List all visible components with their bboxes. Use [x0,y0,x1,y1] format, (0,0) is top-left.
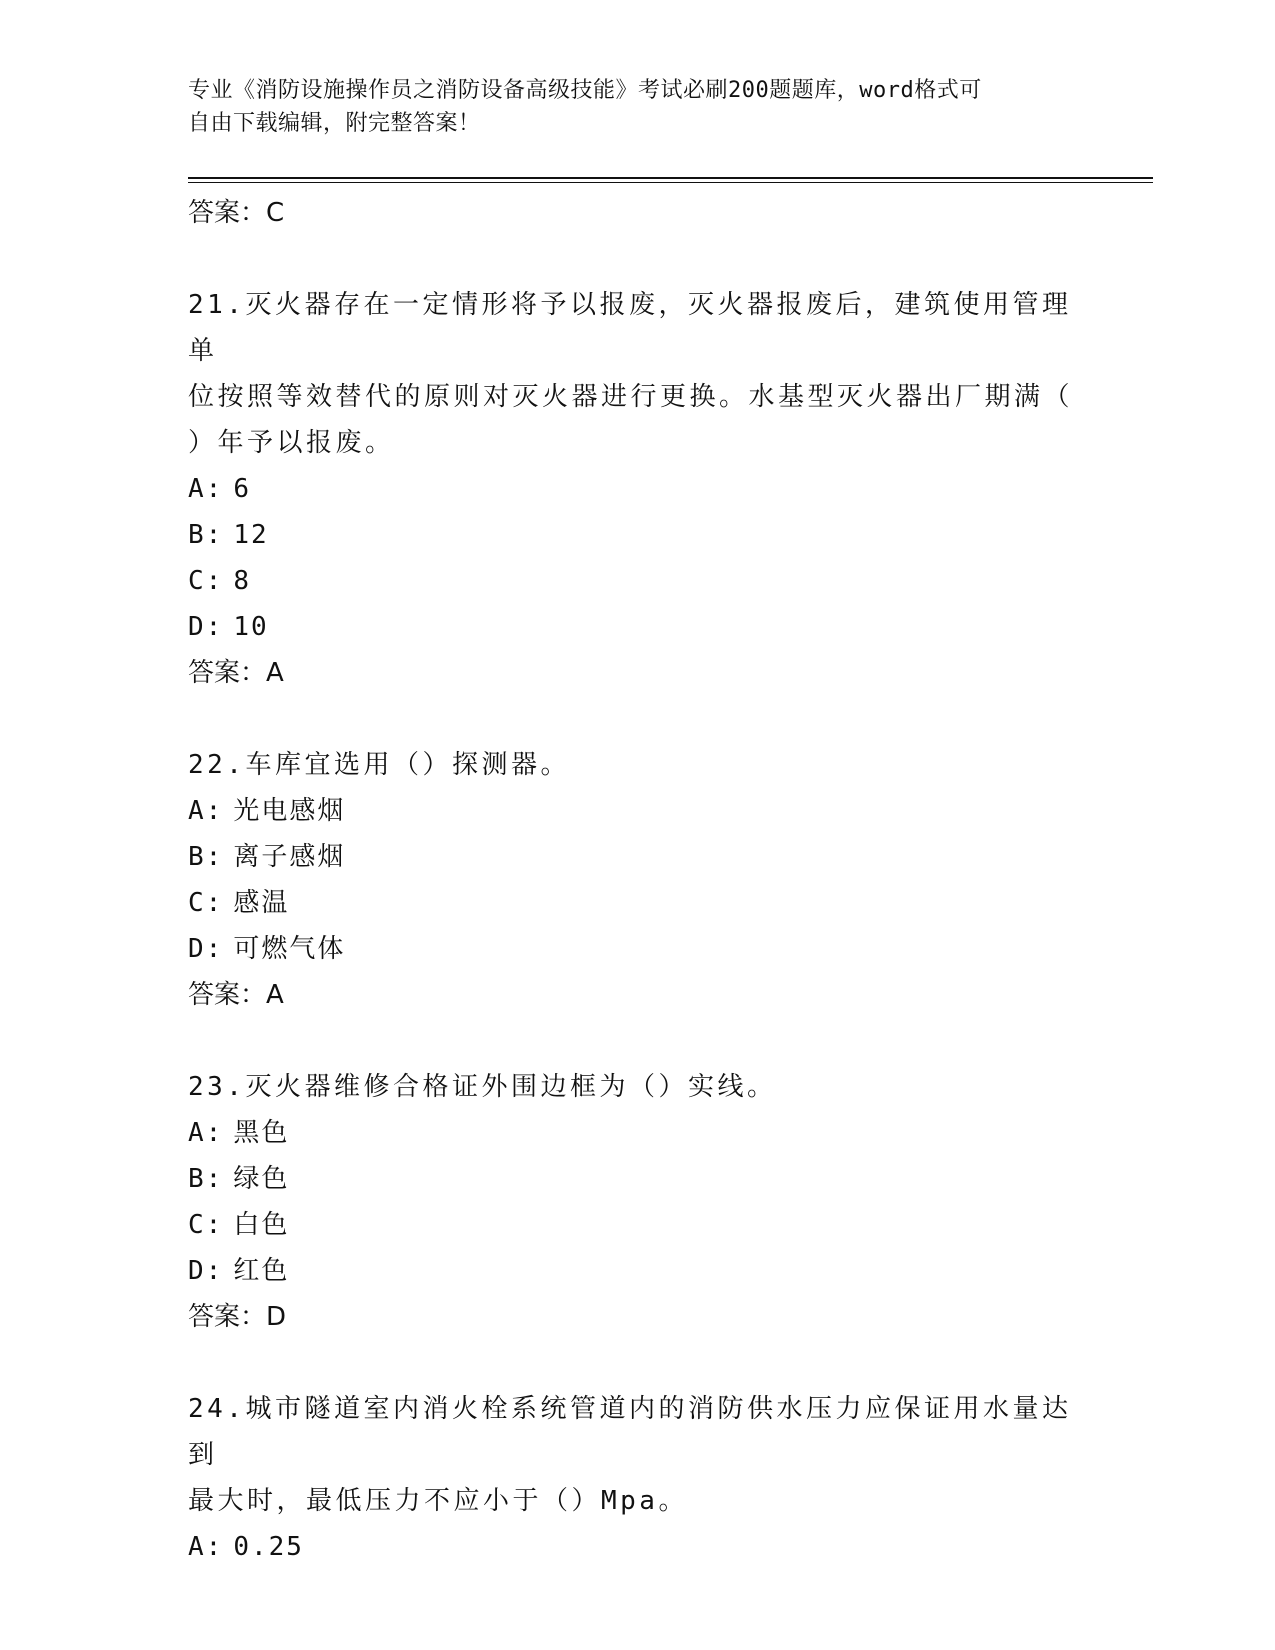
option-key: D: [188,1256,224,1286]
header-line-1: 专业《消防设施操作员之消防设备高级技能》考试必刷200题题库，word格式可 [188,78,982,103]
question-text-line: 最大时，最低压力不应小于（）Mpa。 [188,1486,688,1516]
answer-label: 答案： [188,658,267,688]
question-text [188,742,1088,788]
option-value: 0.25 [233,1532,304,1562]
answer-line [188,650,1088,696]
option-key: D: [188,612,224,642]
question-text-line: 21.灭火器存在一定情形将予以报废，灭火器报废后，建筑使用管理单 [188,290,1072,366]
option-key: A: [188,474,224,504]
option-value: 光电感烟 [233,796,346,826]
option-b [188,834,1088,880]
option-c [188,880,1088,926]
option-key: C: [188,566,224,596]
answer-value: D [266,1302,287,1332]
option-value: 黑色 [233,1118,290,1148]
question-block [188,742,1088,1018]
spacer [188,236,1088,282]
answer-value: A [266,658,284,688]
option-key: B: [188,1164,224,1194]
option-value: 离子感烟 [233,842,346,872]
option-key: C: [188,888,224,918]
question-block [188,1386,1088,1570]
option-d [188,604,1088,650]
option-key: B: [188,842,224,872]
option-value: 感温 [233,888,290,918]
answer-label: 答案： [188,1302,267,1332]
option-value: 可燃气体 [233,934,346,964]
spacer [188,696,1088,742]
option-key: A: [188,1532,224,1562]
option-key: D: [188,934,224,964]
option-key: B: [188,520,224,550]
document-header [188,74,1088,140]
question-text-line: ）年予以报废。 [188,428,395,458]
option-d [188,926,1088,972]
option-a [188,466,1088,512]
answer-line [188,190,1088,236]
option-a [188,1524,1088,1570]
spacer [188,1340,1088,1386]
question-text [188,1386,1088,1524]
answer-value: A [266,980,284,1010]
option-key: C: [188,1210,224,1240]
option-c [188,558,1088,604]
option-a [188,788,1088,834]
question-text-line: 23.灭火器维修合格证外围边框为（）实线。 [188,1072,777,1102]
answer-line [188,972,1088,1018]
question-text-line: 24.城市隧道室内消火栓系统管道内的消防供水压力应保证用水量达到 [188,1394,1072,1470]
spacer [188,1018,1088,1064]
header-rule-thick [188,177,1153,179]
answer-label: 答案： [188,980,267,1010]
question-text-line: 位按照等效替代的原则对灭火器进行更换。水基型灭火器出厂期满（ [188,382,1074,412]
option-key: A: [188,796,224,826]
option-a [188,1110,1088,1156]
header-line-2: 自由下载编辑，附完整答案！ [188,111,481,136]
option-c [188,1202,1088,1248]
option-value: 红色 [233,1256,290,1286]
question-block [188,1064,1088,1340]
option-b [188,1156,1088,1202]
question-text [188,282,1088,466]
question-text-line: 22.车库宜选用（）探测器。 [188,750,570,780]
question-text [188,1064,1088,1110]
answer-value: C [266,198,285,228]
option-value: 白色 [233,1210,290,1240]
option-value: 8 [233,566,251,596]
option-value: 绿色 [233,1164,290,1194]
option-d [188,1248,1088,1294]
header-rule-thin [188,182,1153,183]
option-value: 6 [233,474,251,504]
option-value: 10 [233,612,269,642]
option-key: A: [188,1118,224,1148]
question-list [188,190,1088,1570]
answer-label: 答案： [188,198,267,228]
answer-line [188,1294,1088,1340]
option-value: 12 [233,520,269,550]
question-block [188,282,1088,696]
option-b [188,512,1088,558]
